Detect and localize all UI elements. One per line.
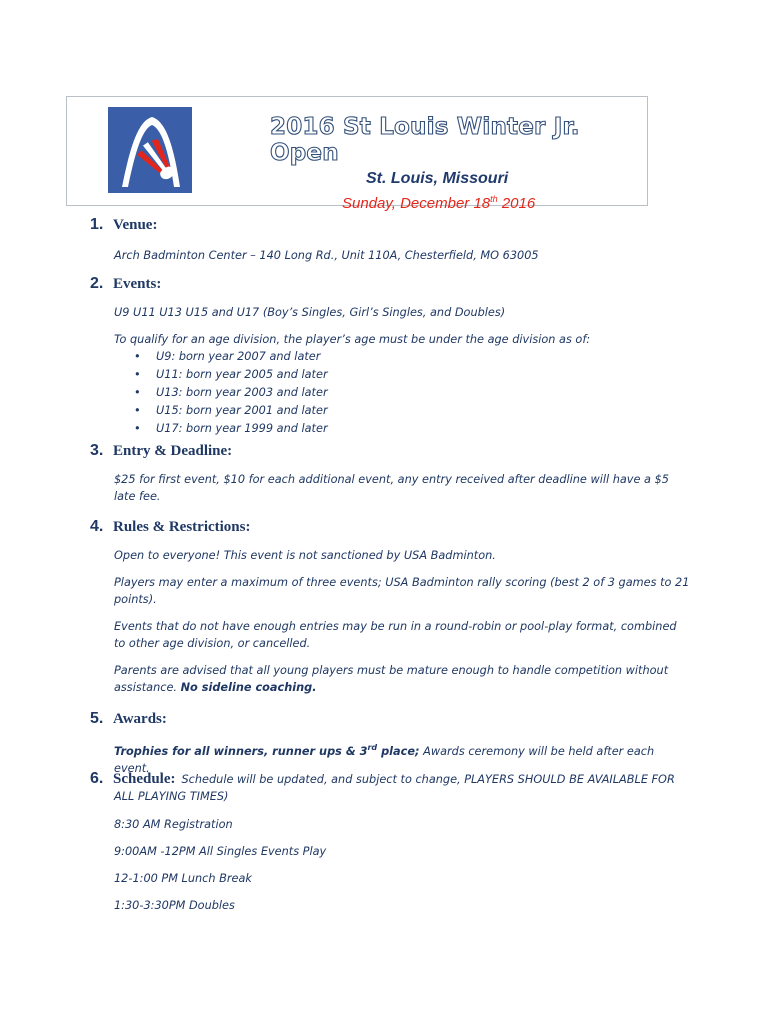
arch-badminton-logo [108,107,192,193]
section-title: Schedule: [113,771,176,787]
age-qualify-text: To qualify for an age division, the player’s age must be under the age division as of: [114,333,591,346]
schedule-item: 9:00AM -12PM All Singles Events Play [114,845,327,858]
section-entry [90,442,690,505]
list-item: • U17: born year 1999 and later [156,420,690,438]
page-title: 2016 St Louis Winter Jr. Open [270,114,580,166]
list-item: • U9: born year 2007 and later [156,348,690,366]
section-awards [90,710,690,777]
section-number: 5. [90,710,104,727]
schedule-item: 1:30-3:30PM Doubles [114,899,235,912]
section-title: Events: [113,276,162,292]
section-number: 6. [90,770,104,787]
no-coaching-note: No sideline coaching. [180,681,317,694]
entry-text: $25 for first event, $10 for each additional event, any entry received after deadline will have a $5 late fee. [114,473,669,503]
schedule-item: 8:30 AM Registration [114,818,233,831]
section-title: Rules & Restrictions: [113,519,251,535]
events-text: U9 U11 U13 U15 and U17 (Boy’s Singles, Girl’s Singles, and Doubles) [114,306,506,319]
section-schedule [90,770,690,914]
location: St. Louis, Missouri [366,170,509,187]
section-events [90,275,690,438]
awards-text: Trophies for all winners, runner ups & 3rd place; Awards ceremony will be held after each event. [114,743,655,775]
section-title: Entry & Deadline: [113,443,233,459]
list-item: • U13: born year 2003 and later [156,384,690,402]
schedule-item: 12-1:00 PM Lunch Break [114,872,252,885]
list-item: • U11: born year 2005 and later [156,366,690,384]
section-number: 1. [90,216,104,233]
section-venue [90,216,690,264]
section-number: 2. [90,275,104,292]
section-title: Venue: [113,217,158,233]
list-item: • U15: born year 2001 and later [156,402,690,420]
age-list [90,348,690,438]
section-rules [90,518,690,696]
section-number: 4. [90,518,104,535]
event-date: Sunday, December 18th 2016 [342,194,536,212]
venue-text: Arch Badminton Center – 140 Long Rd., Unit 110A, Chesterfield, MO 63005 [114,249,539,262]
rules-text: Events that do not have enough entries may be run in a round-robin or pool-play format, combined to other age division, or cancelled. [114,620,677,650]
rules-text: Parents are advised that all young players must be mature enough to handle competition without assistance. No sideline coaching. [114,664,669,694]
rules-text: Open to everyone! This event is not sanctioned by USA Badminton. [114,549,496,562]
section-number: 3. [90,442,104,459]
rules-text: Players may enter a maximum of three events; USA Badminton rally scoring (best 2 of 3 games to 21 points). [114,576,690,606]
schedule-note: Schedule will be updated, and subject to change, PLAYERS SHOULD BE AVAILABLE FOR ALL PLAYING TIMES) [114,773,675,803]
section-title: Awards: [113,711,167,727]
